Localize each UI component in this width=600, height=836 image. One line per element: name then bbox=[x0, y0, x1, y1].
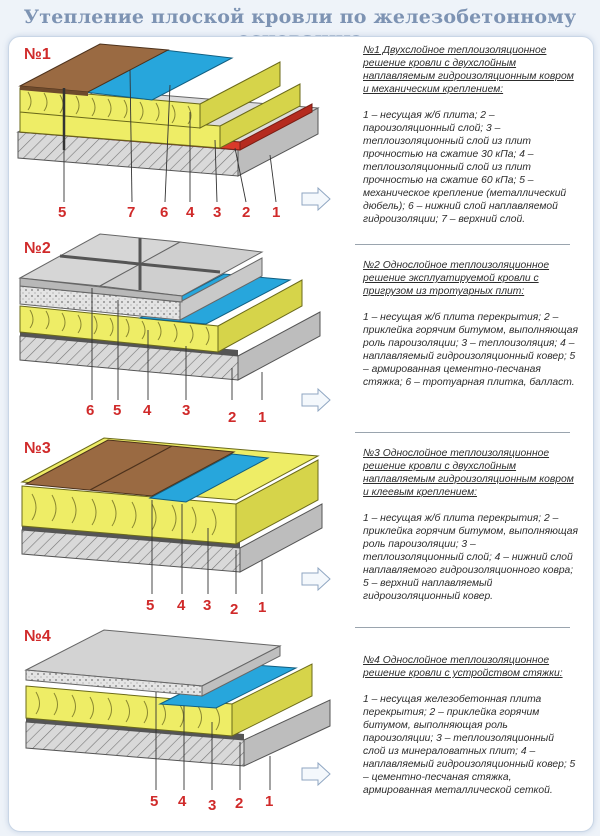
p4-label-4: 4 bbox=[178, 793, 187, 810]
panel-3-description-head: №3 Однослойное теплоизоляционное решение кровли с двухслойным наплавляемым гидроизоляционным ковром и клеевым креплением: bbox=[363, 448, 574, 498]
p4-label-5: 5 bbox=[150, 793, 159, 810]
page-title: Утепление плоской кровли по железобетонному bbox=[23, 6, 577, 28]
p2-label-5: 5 bbox=[113, 402, 122, 419]
panel-1-description-body: 1 – несущая ж/б плита; 2 – пароизоляционный слой; 3 – теплоизоляционный слой из плит прочностью на сжатие 30 кПа; 4 – теплоизоляционный слой из плит прочностью на сжатие 60 кПа; 5 – механическое крепление (металлический дюбель); 6 – нижний слой наплавляемой гидроизоляции; 7 – верхний слой. bbox=[363, 110, 567, 225]
panel-2-description-body: 1 – несущая ж/б плита перекрытия; 2 – приклейка горячим битумом, выполняющая роль пароизоляции; 3 – теплоизоляция; 4 – наплавляемый гидроизоляционный ковер; 5 – армированная цементно-песчаная стяжка; 6 – тротуарная плитка, балласт. bbox=[363, 312, 578, 388]
panel-2-separator bbox=[355, 432, 570, 433]
p1-label-7: 7 bbox=[127, 204, 136, 221]
p2-label-6: 6 bbox=[86, 402, 95, 419]
panel-3-description-body: 1 – несущая ж/б плита перекрытия; 2 – приклейка горячим битумом, выполняющая роль пароизоляции; 3 – теплоизоляционный слой; 4 – нижний слой наплавляемого гидроизоляционного ковра; 5 – верхний наплавляемый гидроизоляционный ковер. bbox=[363, 513, 578, 602]
p4-arrow-icon bbox=[302, 763, 330, 785]
panel-3-separator bbox=[355, 627, 570, 628]
panel-3-number: №3 bbox=[24, 440, 51, 457]
p3-label-3: 3 bbox=[203, 597, 212, 614]
panel-3-description bbox=[363, 447, 578, 603]
p1-label-1: 1 bbox=[272, 204, 281, 221]
p2-label-4: 4 bbox=[143, 402, 152, 419]
p1-label-4: 4 bbox=[186, 204, 195, 221]
p1-label-2: 2 bbox=[242, 204, 251, 221]
panel-4-description bbox=[363, 654, 578, 797]
p2-label-2: 2 bbox=[228, 409, 237, 426]
panel-4-number: №4 bbox=[24, 628, 51, 645]
panel-1-number: №1 bbox=[24, 46, 51, 63]
panel-2-description bbox=[363, 259, 578, 389]
p4-label-2: 2 bbox=[235, 795, 244, 812]
panel-1-description-head: №1 Двухслойное теплоизоляционное решение кровли с двухслойным наплавляемым гидроизоляционным ковром и механическим креплением: bbox=[363, 45, 574, 95]
p1-label-3: 3 bbox=[213, 204, 222, 221]
panel-4-description-head: №4 Однослойное теплоизоляционное решение кровли с устройством стяжки: bbox=[363, 655, 563, 679]
p2-label-3: 3 bbox=[182, 402, 191, 419]
p3-label-2: 2 bbox=[230, 601, 239, 618]
p3-label-5: 5 bbox=[146, 597, 155, 614]
p3-label-4: 4 bbox=[177, 597, 186, 614]
panel-4-description-body: 1 – несущая железобетонная плита перекрытия; 2 – приклейка горячим битумом, выполняющая роль пароизоляции; 3 – теплоизоляционный слой из минераловатных плит; 4 – наплавляемый гидроизоляционный ковер; 5 – цементно-песчаная стяжка, армированная металлической сеткой. bbox=[363, 694, 576, 796]
p3-label-1: 1 bbox=[258, 599, 267, 616]
p4-label-1: 1 bbox=[265, 793, 274, 810]
p4-label-3: 3 bbox=[208, 797, 217, 814]
p1-label-5: 5 bbox=[58, 204, 67, 221]
panel-2-description-head: №2 Однослойное теплоизоляционное решение эксплуатируемой кровли с пригрузом из тротуарных плит: bbox=[363, 260, 550, 297]
panel-1-description bbox=[363, 44, 578, 226]
panel-1-separator bbox=[355, 244, 570, 245]
panel-2-number: №2 bbox=[24, 240, 51, 257]
p1-label-6: 6 bbox=[160, 204, 169, 221]
p2-label-1: 1 bbox=[258, 409, 267, 426]
